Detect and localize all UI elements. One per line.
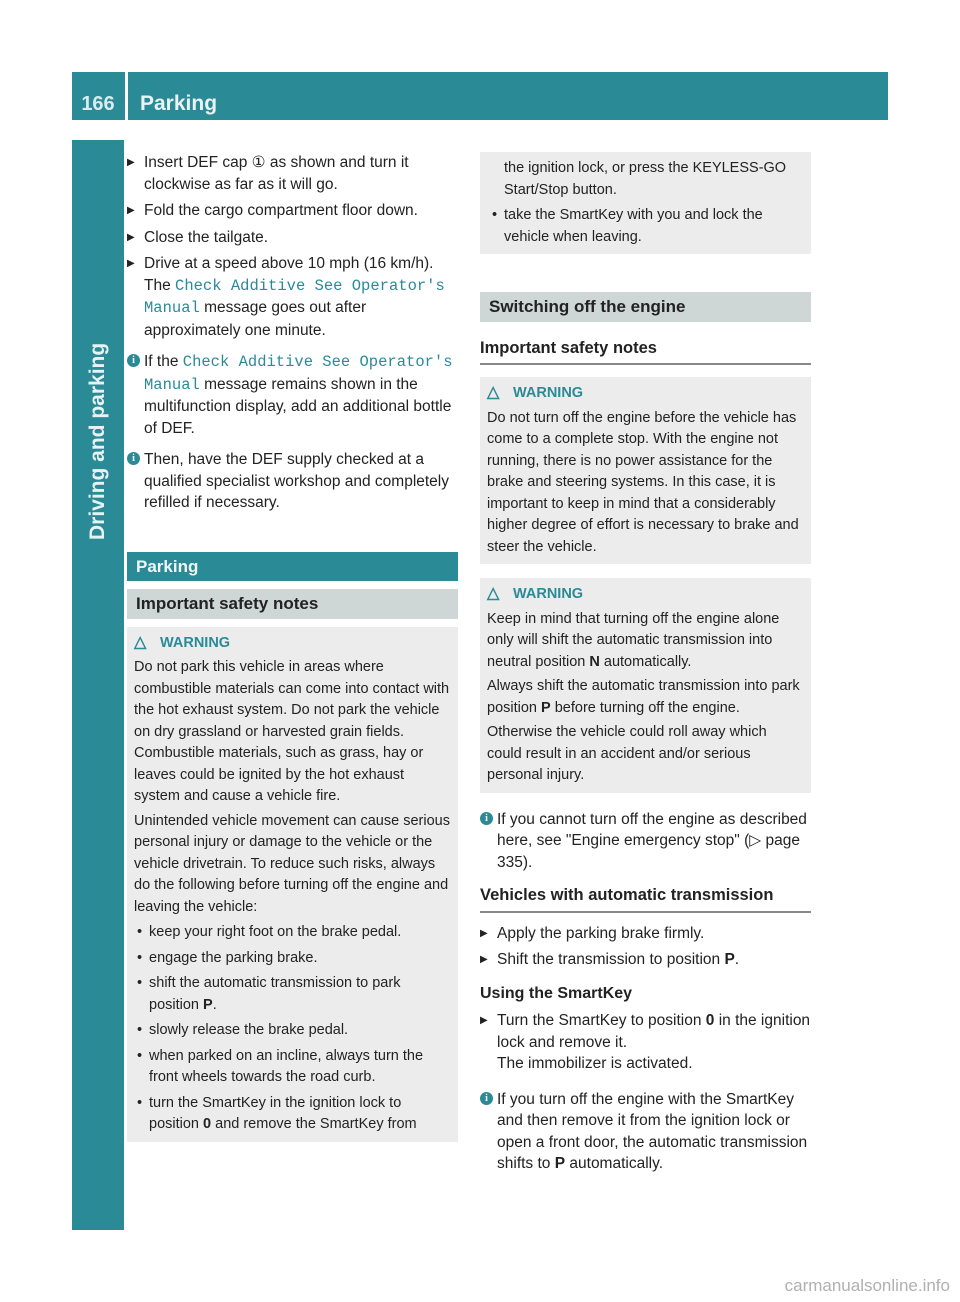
header-divider (125, 72, 128, 120)
list-item: • when parked on an incline, always turn the front wheels towards the road curb. (134, 1046, 452, 1089)
info-note-emergency: i If you cannot turn off the engine as described here, see "Engine emergency stop" (▷ page 335). (480, 809, 811, 874)
left-column (127, 152, 458, 1142)
warning-text: Otherwise the vehicle could roll away which could result in an accident and/or serious personal injury. (487, 724, 767, 783)
section-heading-switch-off: Switching off the engine (480, 292, 811, 322)
step-result: The immobilizer is activated. (497, 1055, 693, 1072)
list-item: • slowly release the brake pedal. (134, 1020, 452, 1042)
subheading-smartkey: Using the SmartKey (480, 984, 633, 1002)
list-item: • take the SmartKey with you and lock the vehicle when leaving. (489, 205, 805, 248)
step-fold-floor: ▶ Fold the cargo compartment floor down. (127, 200, 458, 222)
step-parking-brake: ▶ Apply the parking brake firmly. (480, 923, 811, 945)
side-tab-label: Driving and parking (86, 342, 109, 540)
warning-triangle-icon: △ (487, 585, 500, 602)
warning-box-engine-stop (480, 377, 811, 564)
step-close-tailgate: ▶ Close the tailgate. (127, 227, 458, 249)
step-shift-p: ▶ Shift the transmission to position P. (480, 949, 811, 971)
warning-heading: △ WARNING (487, 584, 805, 606)
list-item: • turn the SmartKey in the ignition lock to position 0 and remove the SmartKey from (134, 1093, 452, 1136)
section-heading-safety: Important safety notes (127, 589, 458, 619)
side-tab-label-box (72, 140, 124, 540)
section-heading-parking: Parking (127, 552, 458, 582)
warning-triangle-icon: △ (487, 384, 500, 401)
warning-text: Do not park this vehicle in areas where combustible materials can come into contact with the hot exhaust system. Do not park the vehicle on dry grassland or harvested grain fields. Combustible materials, such as grass, hay or leaves could be ignited by the hot exhaust system and cause a vehicle fire. (134, 659, 450, 804)
warning-text: Always shift the automatic transmission into park position P before turning off the engine. (487, 678, 800, 716)
step-insert-cap: ▶ Insert DEF cap ① as shown and turn it clockwise as far as it will go. (127, 152, 458, 195)
info-icon: i (127, 452, 140, 465)
subheading-automatic: Vehicles with automatic transmission (480, 885, 811, 913)
info-icon: i (480, 812, 493, 825)
warning-box-parking (127, 627, 458, 1142)
info-icon: i (127, 354, 140, 367)
list-item: • shift the automatic transmission to park position P. (134, 973, 452, 1016)
warning-text: Do not turn off the engine before the vehicle has come to a complete stop. With the engine not running, there is no power assistance for the brake and steering systems. In this case, it is important to keep in mind that a considerably higher degree of effort is necessary to brake and steer the vehicle. (487, 409, 799, 555)
warning-triangle-icon: △ (134, 633, 147, 651)
warning-text: the ignition lock, or press the KEYLESS-GO Start/Stop button. (504, 160, 787, 198)
display-message: Check Additive See Operator's Manual (144, 276, 445, 317)
step-turn-smartkey: ▶ Turn the SmartKey to position 0 in the ignition lock and remove it. The immobilizer is activated. (480, 1010, 811, 1075)
warning-box-continued (480, 152, 811, 254)
display-message: Check Additive See Operator's Manual (144, 353, 453, 394)
step-drive: ▶ Drive at a speed above 10 mph (16 km/h). The Check Additive See Operator's Manual message goes out after approximately one minute. (127, 253, 458, 341)
page-number: 166 (72, 72, 124, 120)
info-note-auto-p: i If you turn off the engine with the SmartKey and then remove it from the ignition lock or open a front door, the automatic transmission shifts to P automatically. (480, 1089, 811, 1175)
watermark: carmanualsonline.info (784, 1276, 950, 1295)
warning-box-neutral (480, 578, 811, 793)
info-icon: i (480, 1092, 493, 1105)
info-note-add-def: i If the Check Additive See Operator's Manual message remains shown in the multifunction display, add an additional bottle of DEF. (127, 351, 458, 439)
warning-text: Unintended vehicle movement can cause serious personal injury or damage to the vehicle or the vehicle drivetrain. To reduce such risks, always do the following before turning off the engine and leaving the vehicle: (134, 812, 450, 915)
warning-text: Keep in mind that turning off the engine alone only will shift the automatic transmission into neutral position N automatically. (487, 610, 780, 670)
warning-heading: △ WARNING (487, 383, 805, 405)
list-item: • engage the parking brake. (134, 948, 452, 970)
info-note-workshop: i Then, have the DEF supply checked at a qualified specialist workshop and completely refilled if necessary. (127, 449, 458, 514)
warning-heading: △ WARNING (134, 633, 452, 655)
subheading-safety: Important safety notes (480, 338, 811, 366)
list-item: • keep your right foot on the brake pedal. (134, 922, 452, 944)
page-title: Parking (140, 92, 218, 115)
right-column (480, 152, 811, 1183)
